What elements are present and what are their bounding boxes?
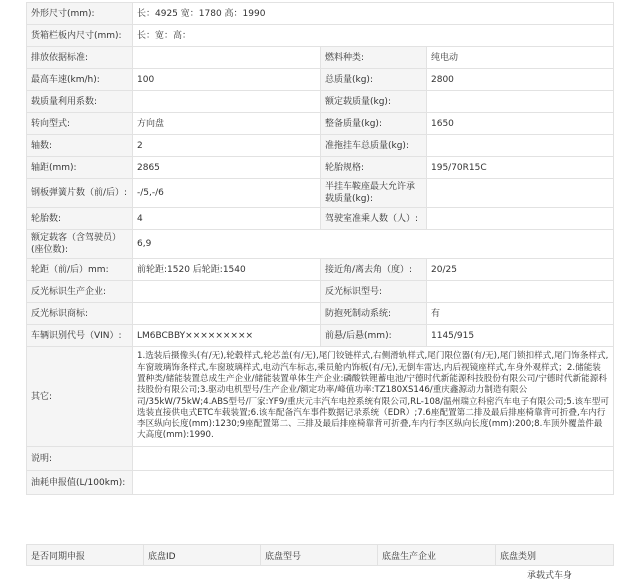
spec-value	[133, 303, 321, 325]
spec-value: 长：4925 宽：1780 高：1990	[133, 3, 614, 25]
chassis-header: 底盘ID	[144, 545, 261, 566]
spec-row	[27, 69, 614, 91]
spec-row-cargo-box	[27, 25, 614, 47]
spec-value: 长：宽：高：	[133, 25, 614, 47]
chassis-header: 是否同期申报	[27, 545, 144, 566]
spec-label: 燃料种类:	[321, 47, 427, 69]
chassis-header: 底盘生产企业	[378, 545, 496, 566]
spec-value: 100	[133, 69, 321, 91]
spec-value	[133, 281, 321, 303]
spec-value	[427, 179, 614, 208]
chassis-header: 底盘类别	[496, 545, 614, 566]
spec-value: 1650	[427, 113, 614, 135]
spec-label: 载质量利用系数:	[27, 91, 133, 113]
spec-value: 195/70R15C	[427, 157, 614, 179]
spec-value: 纯电动	[427, 47, 614, 69]
spec-label: 额定载客（含驾驶员）(座位数):	[27, 230, 133, 259]
spec-label: 轴距(mm):	[27, 157, 133, 179]
notes-value	[133, 447, 614, 471]
chassis-category-value: 承载式车身	[527, 571, 573, 581]
spec-label: 货箱栏板内尺寸(mm):	[27, 25, 133, 47]
spec-value: -/5,-/6	[133, 179, 321, 208]
spec-row	[27, 135, 614, 157]
chassis-header-row	[27, 545, 614, 566]
spec-row	[27, 47, 614, 69]
spec-label: 轮距（前/后）mm:	[27, 259, 133, 281]
spec-value	[133, 47, 321, 69]
spec-row-other	[27, 347, 614, 447]
spec-row	[27, 113, 614, 135]
spec-row	[27, 259, 614, 281]
vin-value: LM6BCBBY×××××××××	[133, 325, 321, 347]
spec-value: 2	[133, 135, 321, 157]
spec-label: 驾驶室准乘人数（人）:	[321, 208, 427, 230]
spec-value: 方向盘	[133, 113, 321, 135]
spec-label: 准拖挂车总质量(kg):	[321, 135, 427, 157]
spec-row-seats	[27, 230, 614, 259]
spec-row-dimensions	[27, 3, 614, 25]
spec-value: 有	[427, 303, 614, 325]
spec-label: 前悬/后悬(mm):	[321, 325, 427, 347]
spec-label: 轮胎规格:	[321, 157, 427, 179]
fuel-label: 油耗申报值(L/100km):	[27, 471, 133, 495]
spec-value: 2865	[133, 157, 321, 179]
other-notes-text: 1.选装后摄像头(有/无),轮毂样式,轮芯盖(有/无),尾门铰链样式,右侧滑轨样式,尾门限位器(有/无),尾门锁扣样式,尾门饰条样式,车窗玻璃饰条样式,车窗玻璃样式,电动汽车标志,乘员舱内饰板(有/无),无倒车雷达,内后视镜座样式,车身外观样式；2.储能装置种类/储能装置总成生产企业/储能装置单体生产企业:磷酸铁锂蓄电池/宁德时代新能源科技股份有限公司/宁德时代新能源科技股份有限公司;3.驱动电机型号/生产企业/额定功率/峰值功率:TZ180XS146/重庆鑫源动力制造有限公司/35kW/75kW;4.ABS型号/厂家:YF9/重庆元丰汽车电控系统有限公司,RL-108/温州瑞立科密汽车电子有限公司;5.该车型可选装直接供电式ETC车载装置;6.该车配备汽车事件数据记录系统（EDR）;7.6座配置第二排及最后排座椅靠背可折叠,车内行李区纵向长度(mm):1230;9座配置第二、三排及最后排座椅靠背可折叠,车内行李区纵向长度(mm):200;8.车顶外覆盖件最大高度(mm):1990.	[133, 347, 614, 447]
spec-value	[427, 135, 614, 157]
spec-label: 轴数:	[27, 135, 133, 157]
spec-value	[133, 91, 321, 113]
spec-row	[27, 157, 614, 179]
spec-value: 6,9	[133, 230, 614, 259]
spec-value: 前轮距:1520 后轮距:1540	[133, 259, 321, 281]
chassis-header: 底盘型号	[261, 545, 378, 566]
spec-value	[427, 208, 614, 230]
spec-row	[27, 303, 614, 325]
spec-value: 20/25	[427, 259, 614, 281]
spec-label: 反光标识型号:	[321, 281, 427, 303]
spec-row	[27, 179, 614, 208]
spec-label: 总质量(kg):	[321, 69, 427, 91]
spec-row-vin	[27, 325, 614, 347]
spec-label: 反光标识商标:	[27, 303, 133, 325]
spec-value: 4	[133, 208, 321, 230]
spec-label: 外形尺寸(mm):	[27, 3, 133, 25]
spec-label: 额定载质量(kg):	[321, 91, 427, 113]
spec-value	[427, 281, 614, 303]
spec-label: 半挂车鞍座最大允许承载质量(kg):	[321, 179, 427, 208]
spec-row	[27, 91, 614, 113]
spec-label: 钢板弹簧片数（前/后）:	[27, 179, 133, 208]
chassis-table	[26, 544, 614, 566]
spec-label: 最高车速(km/h):	[27, 69, 133, 91]
spec-row	[27, 281, 614, 303]
spec-label: 排放依据标准:	[27, 47, 133, 69]
spec-row-notes	[27, 447, 614, 471]
spec-row-fuel	[27, 471, 614, 495]
spec-label: 防抱死制动系统:	[321, 303, 427, 325]
spec-value: 2800	[427, 69, 614, 91]
spec-label: 反光标识生产企业:	[27, 281, 133, 303]
fuel-value	[133, 471, 614, 495]
notes-label: 说明:	[27, 447, 133, 471]
spec-label: 轮胎数:	[27, 208, 133, 230]
other-label: 其它:	[27, 347, 133, 447]
vehicle-spec-table	[26, 2, 614, 495]
spec-row	[27, 208, 614, 230]
spec-label: 接近角/离去角（度）:	[321, 259, 427, 281]
spec-label: 转向型式:	[27, 113, 133, 135]
spec-value	[427, 91, 614, 113]
spec-label: 整备质量(kg):	[321, 113, 427, 135]
spec-value: 1145/915	[427, 325, 614, 347]
spec-label: 车辆识别代号（VIN）:	[27, 325, 133, 347]
